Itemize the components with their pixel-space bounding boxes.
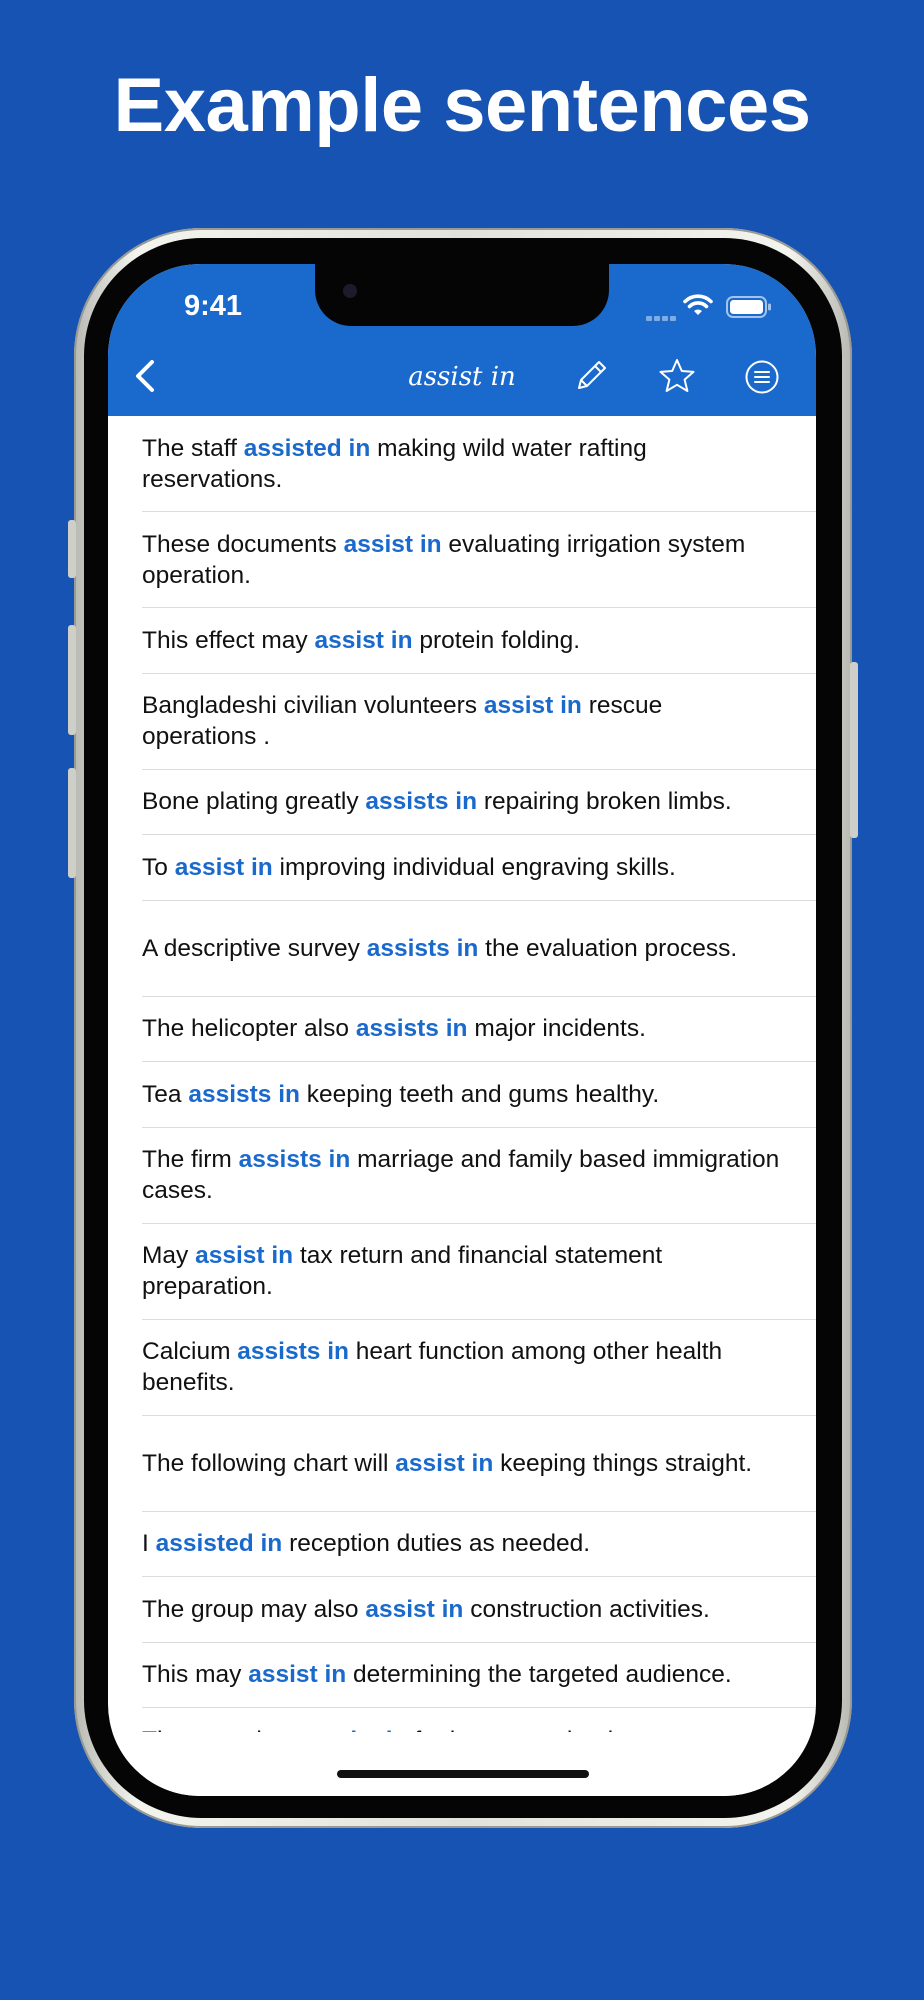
sentence-row[interactable] — [142, 1577, 816, 1643]
highlighted-phrase: assist in — [395, 1449, 494, 1477]
pencil-icon[interactable] — [573, 358, 609, 394]
sentence-text — [142, 690, 782, 752]
sentence-row[interactable] — [142, 674, 816, 770]
sentence-suffix: marriage and family based immigration cases. — [142, 1146, 780, 1204]
highlighted-phrase: assist in — [195, 1242, 294, 1269]
highlighted-phrase: assist in — [343, 530, 442, 558]
sentence-text — [142, 933, 737, 964]
notch — [315, 264, 609, 326]
sentence-text — [142, 786, 732, 817]
sentence-prefix: I — [142, 1530, 156, 1558]
sentence-suffix: heart function among other health benefits. — [142, 1338, 723, 1396]
sentence-suffix: repairing broken limbs. — [477, 788, 732, 816]
bottom-safe-area — [108, 1732, 816, 1796]
sentence-suffix: rescue operations . — [142, 692, 663, 750]
sentence-row[interactable] — [142, 1062, 816, 1128]
highlighted-phrase: assist in — [483, 692, 582, 719]
star-icon[interactable] — [658, 358, 696, 394]
sentence-text — [142, 1013, 646, 1044]
sentence-prefix: This may — [142, 1661, 249, 1689]
sentence-text — [142, 1594, 710, 1625]
sentence-text — [142, 529, 782, 591]
sentence-list — [108, 416, 816, 1774]
navigation-bar — [108, 264, 816, 416]
sentence-row[interactable] — [142, 997, 816, 1063]
sentence-text — [142, 1144, 782, 1206]
volume-down-button — [68, 768, 76, 878]
sentence-text — [142, 1336, 782, 1398]
highlighted-phrase: assist in — [174, 853, 273, 881]
sentence-prefix: Calcium — [142, 1338, 238, 1365]
nav-title: assist in — [408, 362, 516, 392]
sentence-prefix: May — [142, 1242, 196, 1269]
sentence-suffix: keeping things straight. — [493, 1449, 753, 1477]
highlighted-phrase: assists in — [188, 1080, 300, 1108]
sentence-prefix: The firm — [142, 1146, 239, 1173]
sentence-suffix: determining the targeted audience. — [346, 1661, 732, 1689]
status-time: 9:41 — [184, 290, 243, 322]
sentence-text — [142, 1448, 752, 1479]
sentence-prefix: Tea — [142, 1080, 189, 1108]
sentence-prefix: A descriptive survey — [142, 934, 367, 962]
sentence-prefix: The group may also — [142, 1595, 366, 1623]
sentence-suffix: tax return and financial statement preparation. — [142, 1242, 663, 1300]
sentence-row[interactable] — [142, 901, 816, 997]
sentence-text — [142, 1659, 732, 1690]
mute-switch — [68, 520, 76, 578]
sentence-suffix: the evaluation process. — [478, 934, 738, 962]
list-icon[interactable] — [744, 359, 780, 395]
battery-icon — [726, 296, 772, 318]
sentence-text — [142, 1079, 659, 1110]
sentence-row[interactable] — [142, 1512, 816, 1578]
sentence-text — [142, 852, 676, 883]
sentence-prefix: The following chart will — [142, 1449, 396, 1477]
sentence-suffix: protein folding. — [412, 626, 581, 654]
sentence-suffix: construction activities. — [463, 1595, 710, 1623]
highlighted-phrase: assists in — [355, 1015, 468, 1043]
sentence-prefix: Bone plating greatly — [142, 788, 366, 816]
sentence-suffix: keeping teeth and gums healthy. — [300, 1080, 660, 1108]
sentence-row[interactable] — [142, 608, 816, 674]
sentence-prefix: These documents — [142, 530, 344, 558]
highlighted-phrase: assisted in — [243, 434, 371, 462]
sentence-row[interactable] — [142, 512, 816, 608]
sentence-row[interactable] — [142, 416, 816, 512]
home-indicator[interactable] — [337, 1770, 589, 1778]
highlighted-phrase: assisted in — [155, 1530, 283, 1558]
highlighted-phrase: assist in — [365, 1595, 464, 1623]
sentence-prefix: This effect may — [142, 626, 315, 654]
camera-icon — [343, 284, 357, 298]
sentence-row[interactable] — [142, 1128, 816, 1224]
sentence-prefix: The staff — [142, 434, 244, 462]
sentence-prefix: The helicopter also — [142, 1015, 356, 1043]
volume-up-button — [68, 625, 76, 735]
highlighted-phrase: assists in — [365, 788, 478, 816]
sentence-row[interactable] — [142, 1643, 816, 1709]
sentence-row[interactable] — [142, 1320, 816, 1416]
headline: Example sentences — [113, 63, 811, 148]
sentence-prefix: Bangladeshi civilian volunteers — [142, 692, 484, 719]
sentence-suffix: improving individual engraving skills. — [272, 853, 676, 881]
sentence-text — [142, 1528, 590, 1559]
highlighted-phrase: assists in — [238, 1146, 351, 1173]
wifi-icon — [683, 294, 713, 318]
sentence-row[interactable] — [142, 1416, 816, 1512]
cellular-signal-icon — [646, 308, 678, 326]
highlighted-phrase: assists in — [237, 1338, 349, 1365]
sentence-suffix: evaluating irrigation system operation. — [142, 530, 746, 589]
highlighted-phrase: assist in — [248, 1661, 347, 1689]
sentence-text — [142, 1240, 782, 1302]
highlighted-phrase: assist in — [314, 626, 413, 654]
power-button — [850, 662, 858, 838]
highlighted-phrase: assists in — [366, 934, 479, 962]
sentence-row[interactable] — [142, 770, 816, 836]
sentence-prefix: To — [142, 853, 175, 881]
sentence-suffix: major incidents. — [467, 1015, 646, 1043]
sentence-suffix: reception duties as needed. — [282, 1530, 591, 1558]
phone-screen — [108, 264, 816, 1796]
sentence-text — [142, 433, 782, 495]
sentence-row[interactable] — [142, 1224, 816, 1320]
sentence-text — [142, 625, 580, 656]
sentence-suffix: making wild water rafting reservations. — [142, 434, 647, 493]
sentence-row[interactable] — [142, 835, 816, 901]
